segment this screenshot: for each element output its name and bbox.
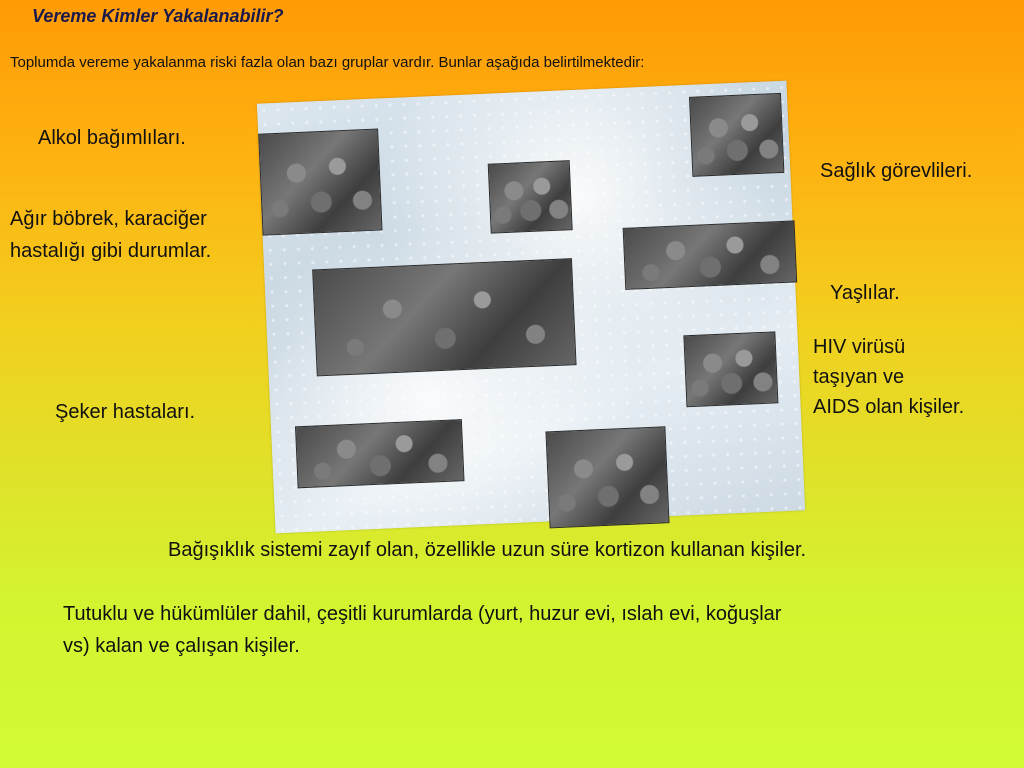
photo-collage	[257, 81, 805, 534]
label-institutions-line1: Tutuklu ve hükümlüler dahil, çeşitli kurumlarda (yurt, huzur evi, ıslah evi, koğuşlar	[63, 603, 782, 625]
label-elderly: Yaşlılar.	[830, 282, 900, 304]
slide-title: Vereme Kimler Yakalanabilir?	[32, 6, 284, 26]
photo-crowd-children	[312, 258, 576, 376]
photo-mother-child	[545, 426, 669, 528]
label-institutions	[63, 598, 781, 662]
label-diabetes: Şeker hastaları.	[55, 401, 196, 423]
label-health-workers: Sağlık görevlileri.	[820, 160, 973, 182]
label-hiv-line1: HIV virüsü	[813, 336, 906, 358]
label-kidney-liver	[10, 203, 211, 267]
photo-family-hug	[683, 331, 778, 407]
photo-elderly-group	[623, 220, 798, 289]
label-hiv	[813, 332, 964, 422]
label-kidney-liver-line2: hastalığı gibi durumlar.	[10, 240, 212, 262]
slide-intro: Toplumda vereme yakalanma riski fazla olan bazı gruplar vardır. Bunlar aşağıda belirtilmektedir:	[10, 54, 645, 71]
label-hiv-line2: taşıyan ve	[813, 366, 905, 388]
photo-child-portrait	[488, 160, 573, 234]
label-hiv-line3: AIDS olan kişiler.	[813, 396, 965, 418]
label-institutions-line2: vs) kalan ve çalışan kişiler.	[63, 635, 300, 657]
photo-group-young-men	[258, 129, 382, 236]
photo-family-group	[295, 419, 465, 488]
photo-street-scene	[689, 93, 784, 177]
label-kidney-liver-line1: Ağır böbrek, karaciğer	[10, 208, 207, 230]
label-alcohol: Alkol bağımlıları.	[38, 127, 186, 149]
label-immune: Bağışıklık sistemi zayıf olan, özellikle uzun süre kortizon kullanan kişiler.	[168, 539, 807, 561]
